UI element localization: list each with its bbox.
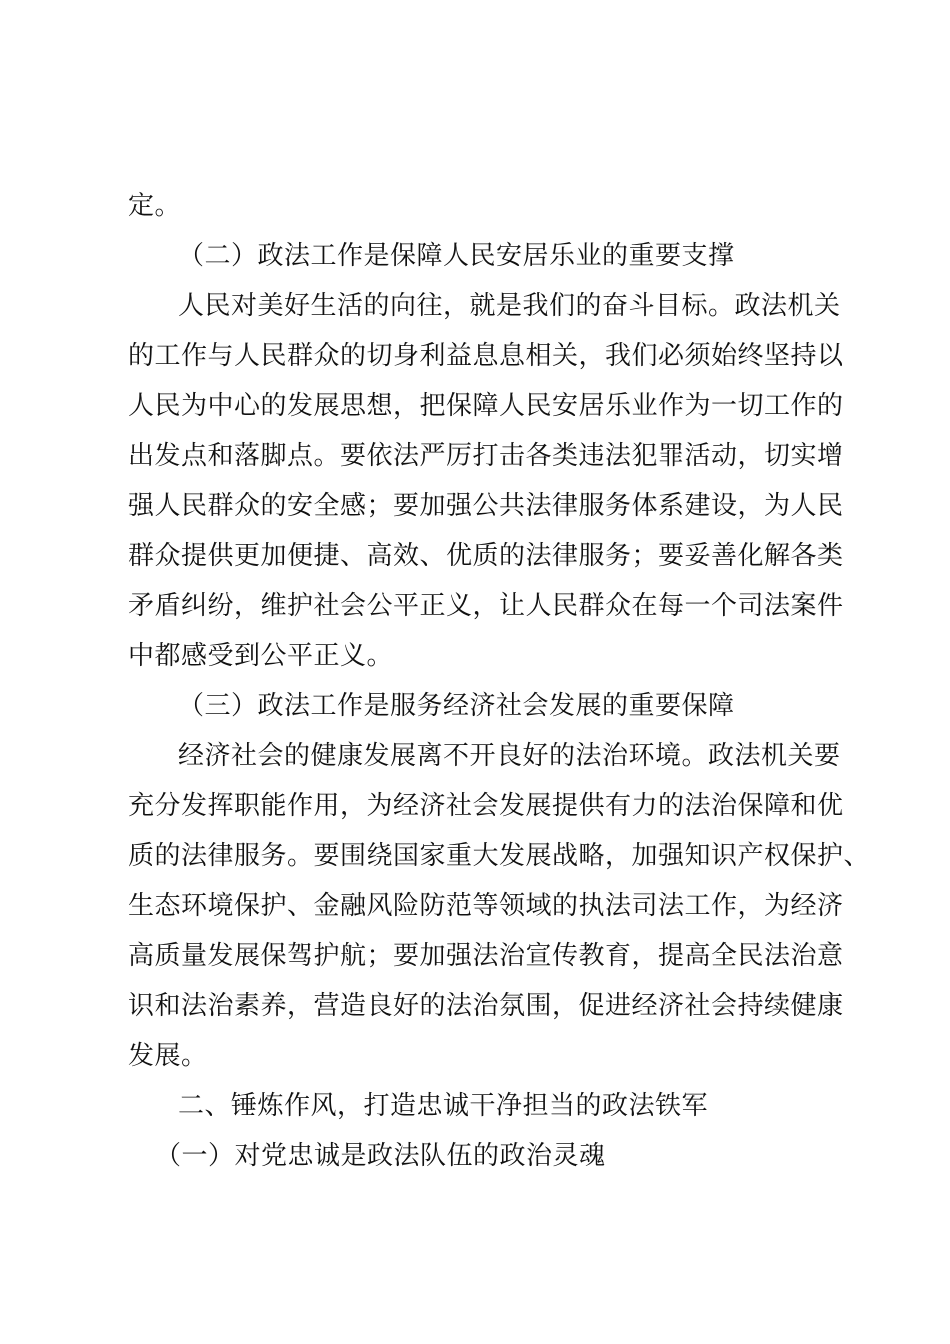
paragraph-line: 的工作与人民群众的切身利益息息相关，我们必须始终坚持以 [128, 341, 844, 371]
section-heading-2: （二）政法工作是保障人民安居乐业的重要支撑 [178, 241, 735, 271]
paragraph-line: 人民为中心的发展思想，把保障人民安居乐业作为一切工作的 [128, 391, 844, 421]
paragraph-line: 识和法治素养，营造良好的法治氛围，促进经济社会持续健康 [128, 991, 844, 1021]
paragraph-line: 出发点和落脚点。要依法严厉打击各类违法犯罪活动，切实增 [128, 441, 844, 471]
paragraph-line: 群众提供更加便捷、高效、优质的法律服务；要妥善化解各类 [128, 541, 844, 571]
paragraph-line: 高质量发展保驾护航；要加强法治宣传教育，提高全民法治意 [128, 941, 844, 971]
section-heading-1: （一）对党忠诚是政法队伍的政治灵魂 [155, 1141, 606, 1171]
chapter-heading: 二、锤炼作风，打造忠诚干净担当的政法铁军 [178, 1091, 709, 1121]
section-heading-3: （三）政法工作是服务经济社会发展的重要保障 [178, 691, 735, 721]
paragraph-line: 经济社会的健康发展离不开良好的法治环境。政法机关要 [178, 741, 841, 771]
paragraph-line: 强人民群众的安全感；要加强公共法律服务体系建设，为人民 [128, 491, 844, 521]
paragraph-line: 人民对美好生活的向往，就是我们的奋斗目标。政法机关 [178, 291, 841, 321]
paragraph-line: 发展。 [128, 1041, 208, 1071]
paragraph-end-line: 定。 [128, 191, 182, 221]
paragraph-line: 充分发挥职能作用，为经济社会发展提供有力的法治保障和优 [128, 791, 844, 821]
paragraph-line: 生态环境保护、金融风险防范等领域的执法司法工作，为经济 [128, 891, 844, 921]
paragraph-line: 中都感受到公平正义。 [128, 641, 394, 671]
paragraph-line: 质的法律服务。要围绕国家重大发展战略，加强知识产权保护、 [128, 841, 871, 871]
paragraph-line: 矛盾纠纷，维护社会公平正义，让人民群众在每一个司法案件 [128, 591, 844, 621]
